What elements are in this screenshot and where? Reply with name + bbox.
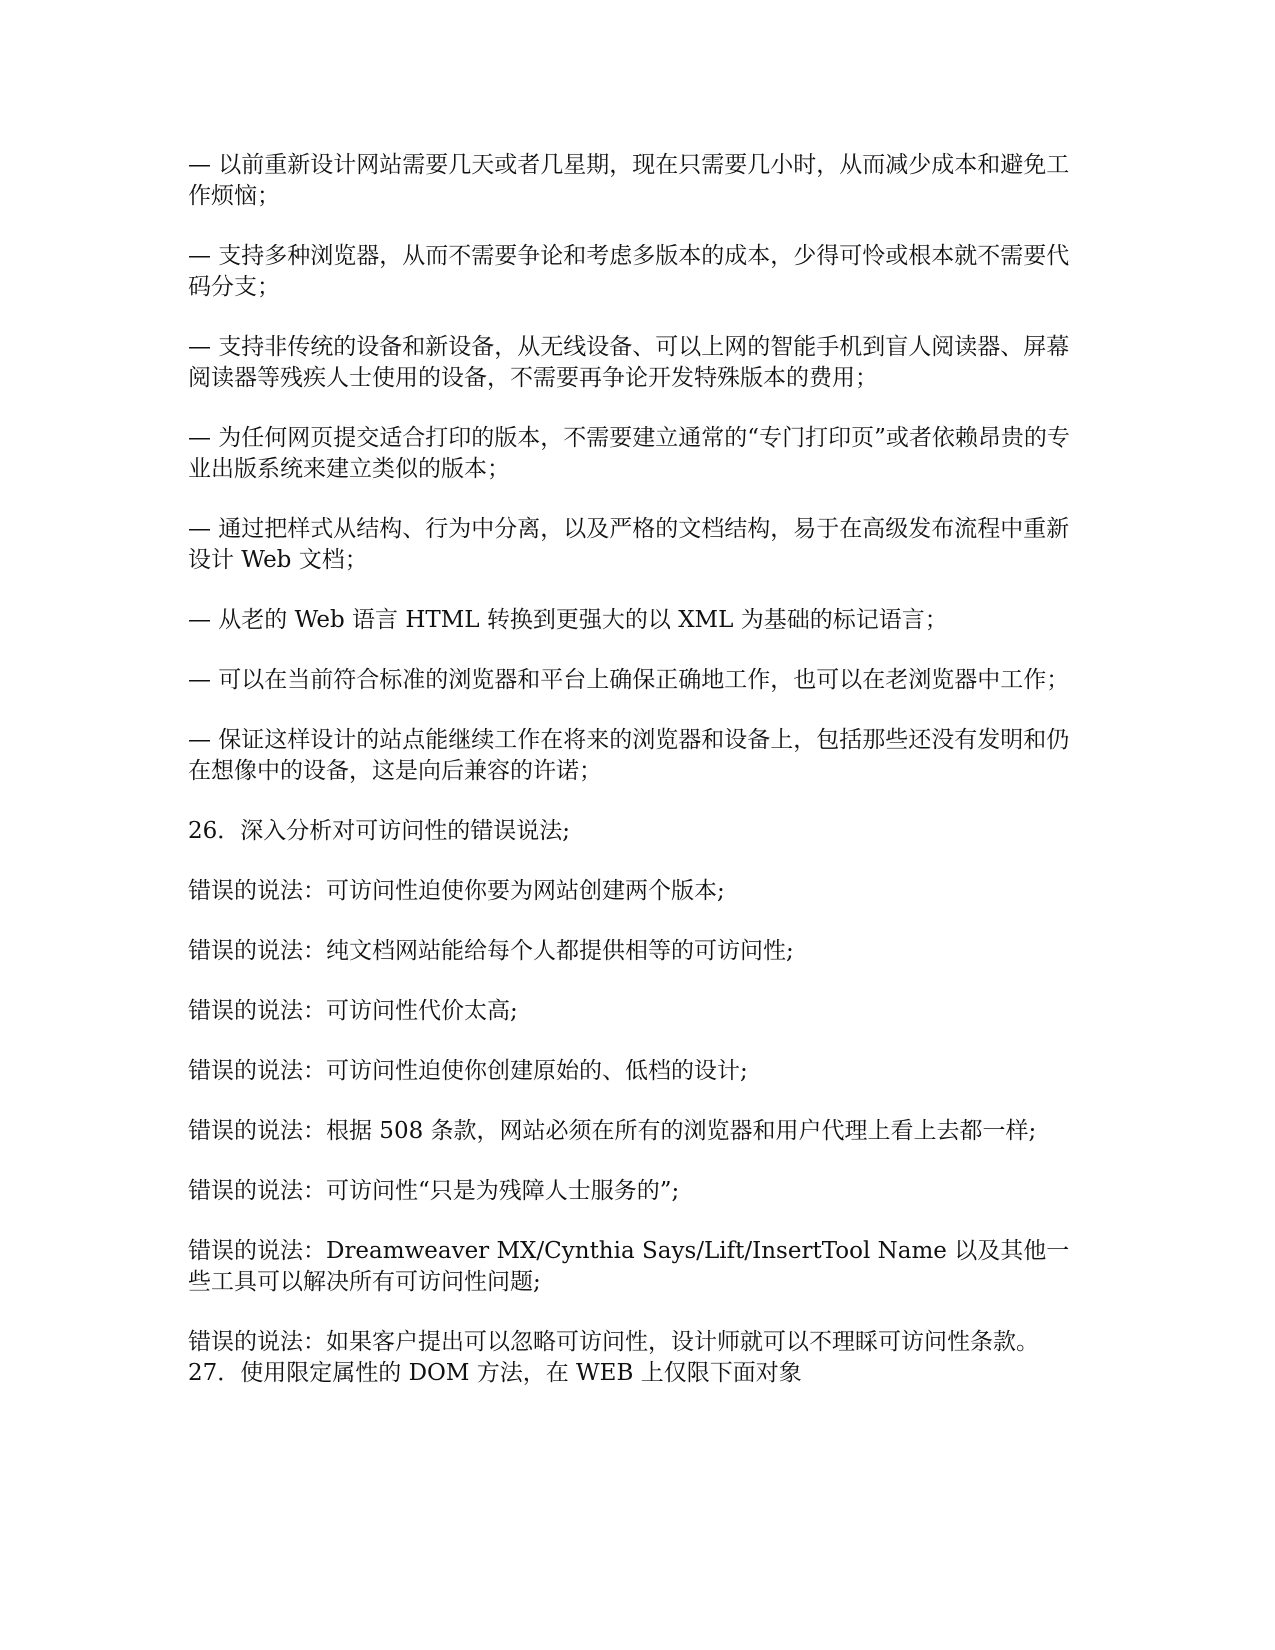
bullet-browser-support: — 支持多种浏览器，从而不需要争论和考虑多版本的成本，少得可怜或根本就不需要代码分支； bbox=[188, 243, 1070, 300]
section-heading-27: 27．使用限定属性的 DOM 方法，在 WEB 上仅限下面对象 bbox=[188, 1360, 802, 1386]
bullet-device-support: — 支持非传统的设备和新设备，从无线设备、可以上网的智能手机到盲人阅读器、屏幕阅读器等残疾人士使用的设备，不需要再争论开发特殊版本的费用； bbox=[188, 334, 1070, 391]
bullet-forward-compat: — 保证这样设计的站点能继续工作在将来的浏览器和设备上，包括那些还没有发明和仍在想像中的设备，这是向后兼容的许诺； bbox=[188, 727, 1070, 784]
bullet-standards-browsers: — 可以在当前符合标准的浏览器和平台上确保正确地工作，也可以在老浏览器中工作； bbox=[188, 667, 1070, 693]
section-heading-26: 26．深入分析对可访问性的错误说法; bbox=[188, 818, 571, 844]
bullet-print-version: — 为任何网页提交适合打印的版本，不需要建立通常的“专门打印页”或者依赖昂贵的专业出版系统来建立类似的版本； bbox=[188, 425, 1070, 482]
myth-disabled-only: 错误的说法：可访问性“只是为残障人士服务的”; bbox=[188, 1178, 680, 1204]
bullet-xml-markup: — 从老的 Web 语言 HTML 转换到更强大的以 XML 为基础的标记语言； bbox=[188, 607, 948, 633]
myth-tools: 错误的说法：Dreamweaver MX/Cynthia Says/Lift/InsertTool Name 以及其他一些工具可以解决所有可访问性问题; bbox=[188, 1238, 1070, 1295]
myth-cost: 错误的说法：可访问性代价太高; bbox=[188, 998, 518, 1024]
myth-text-only: 错误的说法：纯文档网站能给每个人都提供相等的可访问性; bbox=[188, 938, 794, 964]
bullet-style-separation: — 通过把样式从结构、行为中分离，以及严格的文档结构，易于在高级发布流程中重新设计 Web 文档； bbox=[188, 516, 1070, 573]
document-body bbox=[188, 150, 1088, 1418]
myth-primitive-design: 错误的说法：可访问性迫使你创建原始的、低档的设计; bbox=[188, 1058, 748, 1084]
myth-client-ignore: 错误的说法：如果客户提出可以忽略可访问性，设计师就可以不理睬可访问性条款。 bbox=[188, 1329, 1039, 1355]
myth-two-versions: 错误的说法：可访问性迫使你要为网站创建两个版本; bbox=[188, 878, 725, 904]
myth-section-508: 错误的说法：根据 508 条款，网站必须在所有的浏览器和用户代理上看上去都一样; bbox=[188, 1118, 1037, 1144]
bullet-redesign-cost: — 以前重新设计网站需要几天或者几星期，现在只需要几小时，从而减少成本和避免工作烦恼； bbox=[188, 152, 1070, 209]
